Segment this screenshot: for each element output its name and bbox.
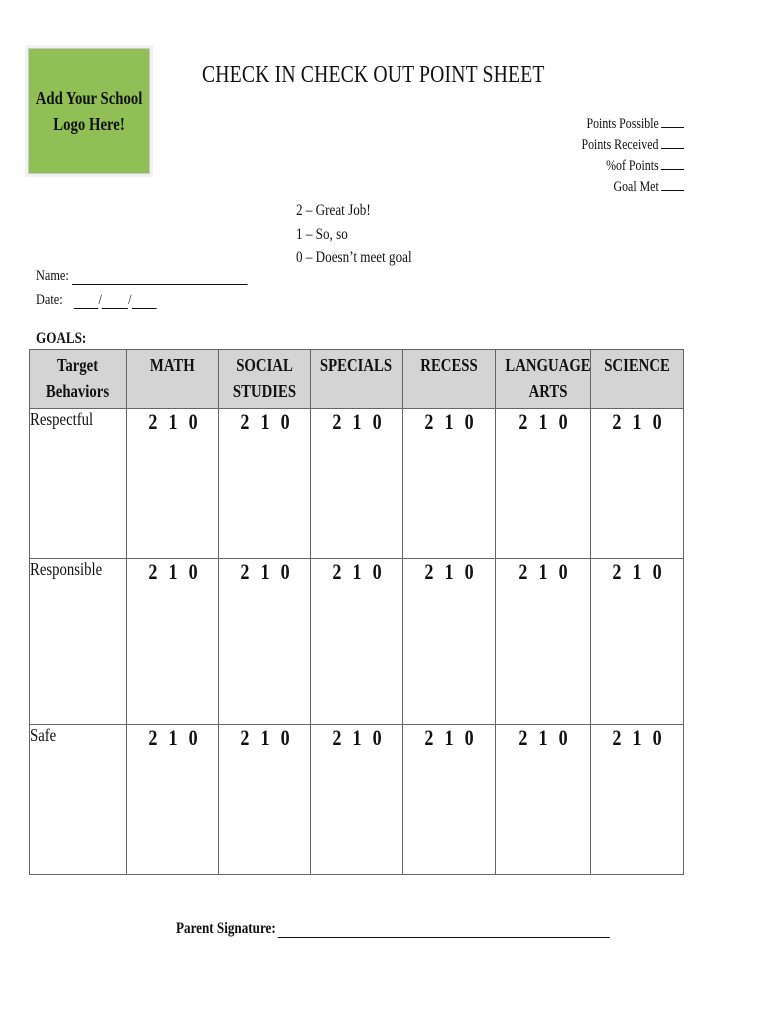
score-cell-language-arts[interactable]: 2 1 0 (496, 725, 591, 875)
name-input-line[interactable] (72, 270, 247, 285)
score-key-1: 1 – So, so (296, 225, 348, 243)
parent-signature-label: Parent Signature: (176, 920, 276, 937)
points-possible: Points Possible (559, 114, 684, 135)
score-cell-math[interactable]: 2 1 0 (127, 409, 219, 559)
date-month-line[interactable] (74, 294, 99, 309)
score-cell-science[interactable]: 2 1 0 (591, 725, 684, 875)
date-day-line[interactable] (102, 294, 128, 309)
score-cell-specials[interactable]: 2 1 0 (311, 725, 403, 875)
score-cell-specials[interactable]: 2 1 0 (311, 409, 403, 559)
page-title: CHECK IN CHECK OUT POINT SHEET (202, 62, 545, 88)
table-row-responsible (30, 559, 684, 725)
table-header-row (30, 350, 684, 409)
score-cell-specials[interactable]: 2 1 0 (311, 559, 403, 725)
header-specials: SPECIALS (311, 350, 403, 409)
score-cell-math[interactable]: 2 1 0 (127, 725, 219, 875)
score-cell-science[interactable]: 2 1 0 (591, 409, 684, 559)
header-recess: RECESS (403, 350, 496, 409)
score-cell-recess[interactable]: 2 1 0 (403, 409, 496, 559)
table-row-safe (30, 725, 684, 875)
parent-signature-line[interactable] (277, 921, 609, 938)
date-separator: / (98, 292, 102, 308)
score-cell-social-studies[interactable]: 2 1 0 (219, 409, 311, 559)
score-cell-social-studies[interactable]: 2 1 0 (219, 725, 311, 875)
table-row-respectful (30, 409, 684, 559)
score-cell-recess[interactable]: 2 1 0 (403, 725, 496, 875)
percent-points-blank[interactable] (661, 156, 684, 170)
date-year-line[interactable] (132, 294, 157, 309)
behavior-label: Respectful (30, 409, 127, 559)
percent-points: %of Points (559, 156, 684, 177)
parent-signature (176, 920, 705, 938)
header-science: SCIENCE (591, 350, 684, 409)
header-social-studies: SOCIAL STUDIES (219, 350, 311, 409)
date-field (36, 292, 183, 309)
behavior-label: Responsible (30, 559, 127, 725)
name-label: Name: (36, 268, 69, 284)
header-math: MATH (127, 350, 219, 409)
score-cell-social-studies[interactable]: 2 1 0 (219, 559, 311, 725)
header-target-behaviors: Target Behaviors (30, 350, 127, 409)
score-key (296, 199, 437, 270)
points-possible-blank[interactable] (661, 114, 684, 128)
date-separator: / (128, 292, 132, 308)
score-cell-language-arts[interactable]: 2 1 0 (496, 409, 591, 559)
goals-heading: GOALS: (36, 330, 87, 347)
date-label: Date: (36, 292, 63, 308)
goal-met: Goal Met (559, 177, 684, 198)
logo-text-line2: Logo Here! (53, 114, 125, 134)
behavior-label: Safe (30, 725, 127, 875)
behavior-score-table (29, 349, 684, 875)
points-received-blank[interactable] (661, 135, 684, 149)
goal-met-blank[interactable] (661, 177, 684, 191)
logo-text-line1: Add Your School (35, 88, 143, 108)
points-summary (559, 114, 684, 198)
header-language-arts: LANGUAGE ARTS (496, 350, 591, 409)
score-cell-science[interactable]: 2 1 0 (591, 559, 684, 725)
score-key-2: 2 – Great Job! (296, 202, 371, 219)
score-cell-math[interactable]: 2 1 0 (127, 559, 219, 725)
score-cell-recess[interactable]: 2 1 0 (403, 559, 496, 725)
score-cell-language-arts[interactable]: 2 1 0 (496, 559, 591, 725)
name-field (36, 268, 294, 285)
score-key-0: 0 – Doesn’t meet goal (296, 249, 412, 266)
points-received: Points Received (559, 135, 684, 156)
school-logo-placeholder (28, 48, 150, 174)
